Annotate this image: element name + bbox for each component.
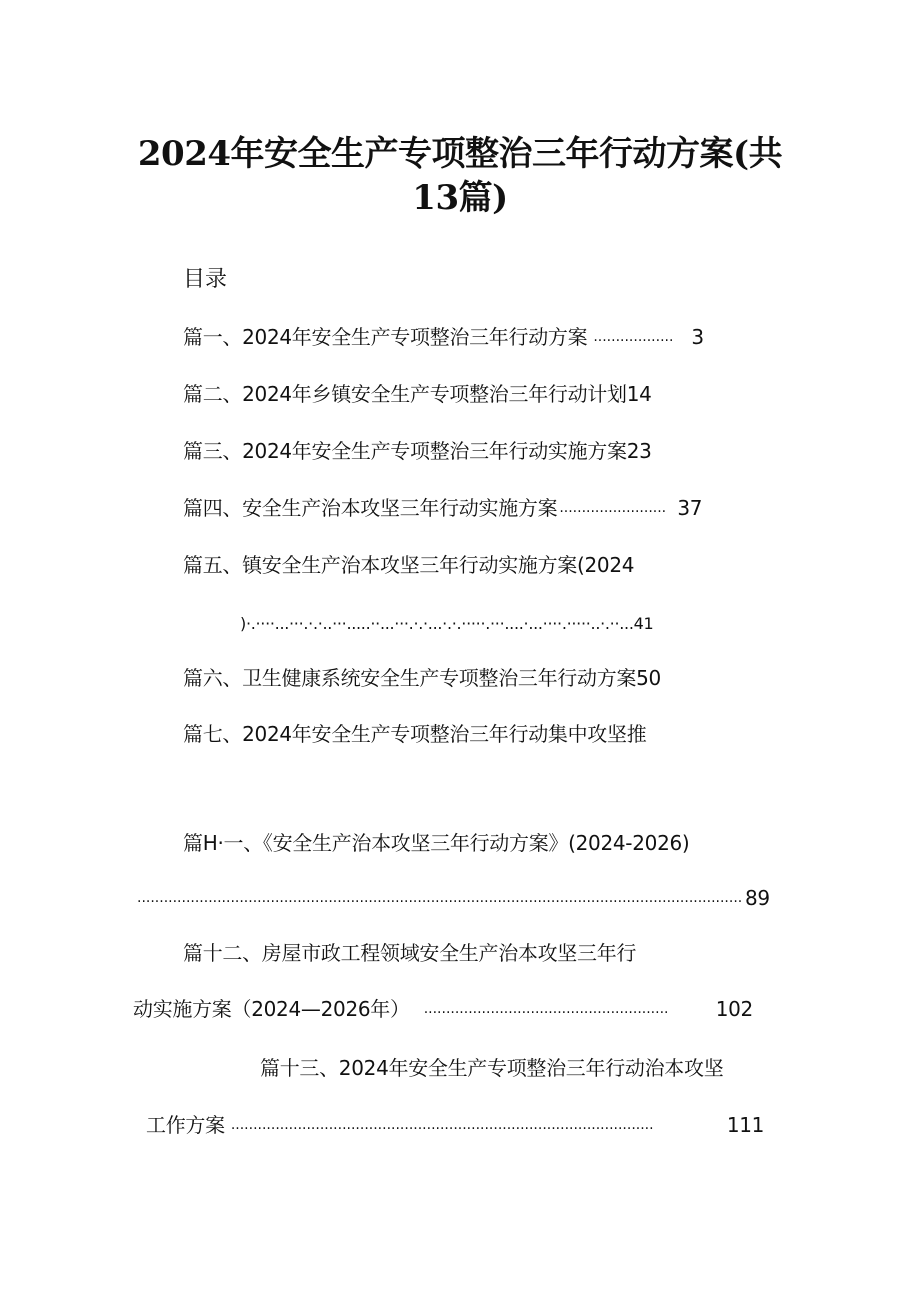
- toc-entry-6[interactable]: [183, 662, 661, 694]
- toc-entry-4-leader: ........................: [559, 500, 667, 516]
- toc-entry-4-title: 篇四、安全生产治本攻坚三年行动实施方案: [183, 496, 558, 520]
- document-title-line-2: 13篇): [412, 178, 508, 218]
- toc-entry-11-title: 篇H·一、《安全生产治本攻坚三年行动方案》(2024-2026): [183, 831, 690, 855]
- toc-entry-13[interactable]: [260, 1052, 723, 1084]
- toc-entry-5-leader-and-page: )·.····...···.·.·..···.....··...···.·.·...·.·.·····.···....·...····.·····..·.··...41: [240, 614, 654, 633]
- toc-entry-3[interactable]: [183, 435, 652, 467]
- toc-entry-2-title: 篇二、2024年乡镇安全生产专项整治三年行动计划14: [183, 382, 652, 406]
- toc-entry-5-continued[interactable]: [240, 606, 653, 640]
- toc-entry-13-leader: ...............................................................................................: [230, 1117, 654, 1133]
- toc-entry-5-title: 篇五、镇安全生产治本攻坚三年行动实施方案(2024: [183, 553, 635, 577]
- toc-entry-6-title: 篇六、卫生健康系统安全生产专项整治三年行动方案50: [183, 666, 661, 690]
- toc-entry-1-leader: ..................: [593, 329, 674, 345]
- toc-entry-5[interactable]: [183, 549, 634, 581]
- toc-entry-1-page: 3: [691, 325, 704, 349]
- toc-entry-7[interactable]: [183, 718, 646, 750]
- toc-entry-12-title: 篇十二、房屋市政工程领域安全生产治本攻坚三年行: [183, 941, 637, 965]
- toc-entry-2[interactable]: [183, 378, 652, 410]
- toc-entry-11-leader: ........................................................................................................................................: [137, 890, 743, 906]
- toc-entry-4[interactable]: [183, 492, 702, 524]
- toc-heading: 目录: [183, 267, 228, 292]
- toc-entry-12-page: 102: [715, 997, 753, 1021]
- toc-entry-11[interactable]: [183, 827, 689, 859]
- document-title-line-1: 2024年安全生产专项整治三年行动方案(共: [137, 134, 783, 174]
- toc-entry-11-continued[interactable]: [137, 882, 770, 914]
- toc-entry-12-title-cont: 动实施方案（2024—2026年）: [133, 997, 410, 1021]
- toc-entry-13-page: 111: [726, 1113, 765, 1137]
- toc-entry-1[interactable]: [183, 321, 704, 353]
- toc-entry-4-page: 37: [677, 496, 703, 520]
- toc-entry-13-title-cont: 工作方案: [146, 1113, 225, 1137]
- toc-entry-11-page: 89: [745, 886, 770, 910]
- toc-entry-13-title: 篇十三、2024年安全生产专项整治三年行动治本攻坚: [260, 1056, 724, 1080]
- toc-entry-12-leader: .......................................................: [423, 1001, 669, 1017]
- toc-entry-3-title: 篇三、2024年安全生产专项整治三年行动实施方案23: [183, 439, 652, 463]
- toc-entry-12-continued[interactable]: [133, 993, 753, 1025]
- toc-entry-7-title: 篇七、2024年安全生产专项整治三年行动集中攻坚推: [183, 722, 647, 746]
- toc-entry-12[interactable]: [183, 937, 636, 969]
- toc-entry-13-continued[interactable]: [146, 1109, 764, 1141]
- toc-entry-1-title: 篇一、2024年安全生产专项整治三年行动方案: [183, 325, 588, 349]
